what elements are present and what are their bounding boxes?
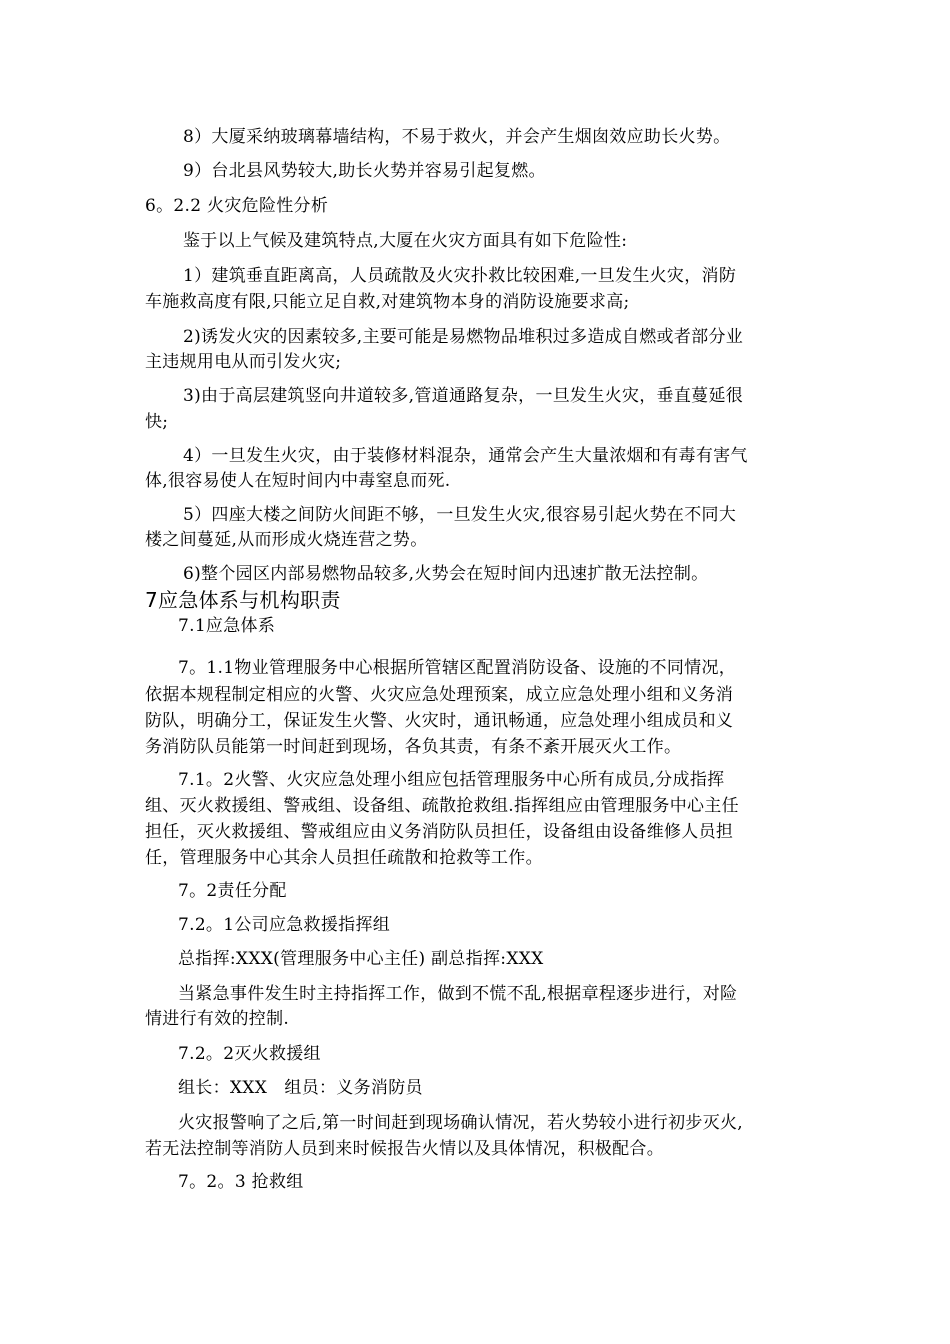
paragraph-line: 任，管理服务中心其余人员担任疏散和抢救等工作。 [145,848,543,868]
paragraph-line: 车施救高度有限,只能立足自救,对建筑物本身的消防设施要求高; [145,292,630,312]
paragraph-line: 情进行有效的控制. [145,1009,290,1029]
paragraph-line: 当紧急事件发生时主持指挥工作，做到不慌不乱,根据章程逐步进行，对险 [178,984,738,1004]
paragraph-line: 1）建筑垂直距离高，人员疏散及火灾扑救比较困难,一旦发生火灾，消防 [183,266,737,286]
section-heading: 7。2责任分配 [178,881,287,901]
section-heading: 7.1应急体系 [178,616,276,636]
paragraph-line: 务消防队员能第一时间赶到现场，各负其责，有条不紊开展灭火工作。 [145,737,682,757]
paragraph-line: 7。1.1物业管理服务中心根据所管辖区配置消防设备、设施的不同情况， [178,658,737,678]
paragraph-line: 快; [145,412,169,432]
paragraph-line: 6)整个园区内部易燃物品较多,火势会在短时间内迅速扩散无法控制。 [183,564,709,584]
chapter-heading: 7应急体系与机构职责 [145,588,341,612]
paragraph-line: 组、灭火救援组、警戒组、设备组、疏散抢救组.指挥组应由管理服务中心主任 [145,796,739,816]
section-heading: 7。2。3 抢救组 [178,1172,304,1192]
paragraph-line: 防队，明确分工，保证发生火警、火灾时，通讯畅通，应急处理小组成员和义 [145,711,734,731]
paragraph-line: 担任，灭火救援组、警戒组应由义务消防队员担任，设备组由设备维修人员担 [145,822,734,842]
section-heading: 7.2。1公司应急救援指挥组 [178,915,391,935]
section-heading: 7.2。2灭火救援组 [178,1044,321,1064]
paragraph-line: 体,很容易使人在短时间内中毒窒息而死. [145,471,451,491]
paragraph-line: 7.1。2火警、火灾应急处理小组应包括管理服务中心所有成员,分成指挥 [178,770,725,790]
paragraph-line: 2)诱发火灾的因素较多,主要可能是易燃物品堆积过多造成自燃或者部分业 [183,327,744,347]
section-heading: 6。2.2 火灾危险性分析 [145,196,329,216]
paragraph-line: 火灾报警响了之后,第一时间赶到现场确认情况，若火势较小进行初步灭火, [178,1113,744,1133]
paragraph-line: 依据本规程制定相应的火警、火灾应急处理预案，成立应急处理小组和义务消 [145,685,734,705]
paragraph-line: 楼之间蔓延,从而形成火烧连营之势。 [145,530,428,550]
paragraph-line: 3)由于高层建筑竖向井道较多,管道通路复杂，一旦发生火灾，垂直蔓延很 [183,386,744,406]
paragraph-line: 若无法控制等消防人员到来时候报告火情以及具体情况，积极配合。 [145,1139,664,1159]
paragraph-line: 9）台北县风势较大,助长火势并容易引起复燃。 [183,161,546,181]
paragraph-line: 鉴于以上气候及建筑特点,大厦在火灾方面具有如下危险性: [183,231,628,251]
paragraph-line: 8）大厦采纳玻璃幕墙结构，不易于救火，并会产生烟囱效应助长火势。 [183,127,731,147]
paragraph-line: 4）一旦发生火灾，由于装修材料混杂，通常会产生大量浓烟和有毒有害气 [183,446,748,466]
paragraph-line: 总指挥:XXX(管理服务中心主任) 副总指挥:XXX [178,949,544,969]
paragraph-line: 5）四座大楼之间防火间距不够，一旦发生火灾,很容易引起火势在不同大 [183,505,737,525]
paragraph-line: 主违规用电从而引发火灾; [145,352,342,372]
paragraph-line: 组长：XXX 组员：义务消防员 [178,1078,423,1098]
